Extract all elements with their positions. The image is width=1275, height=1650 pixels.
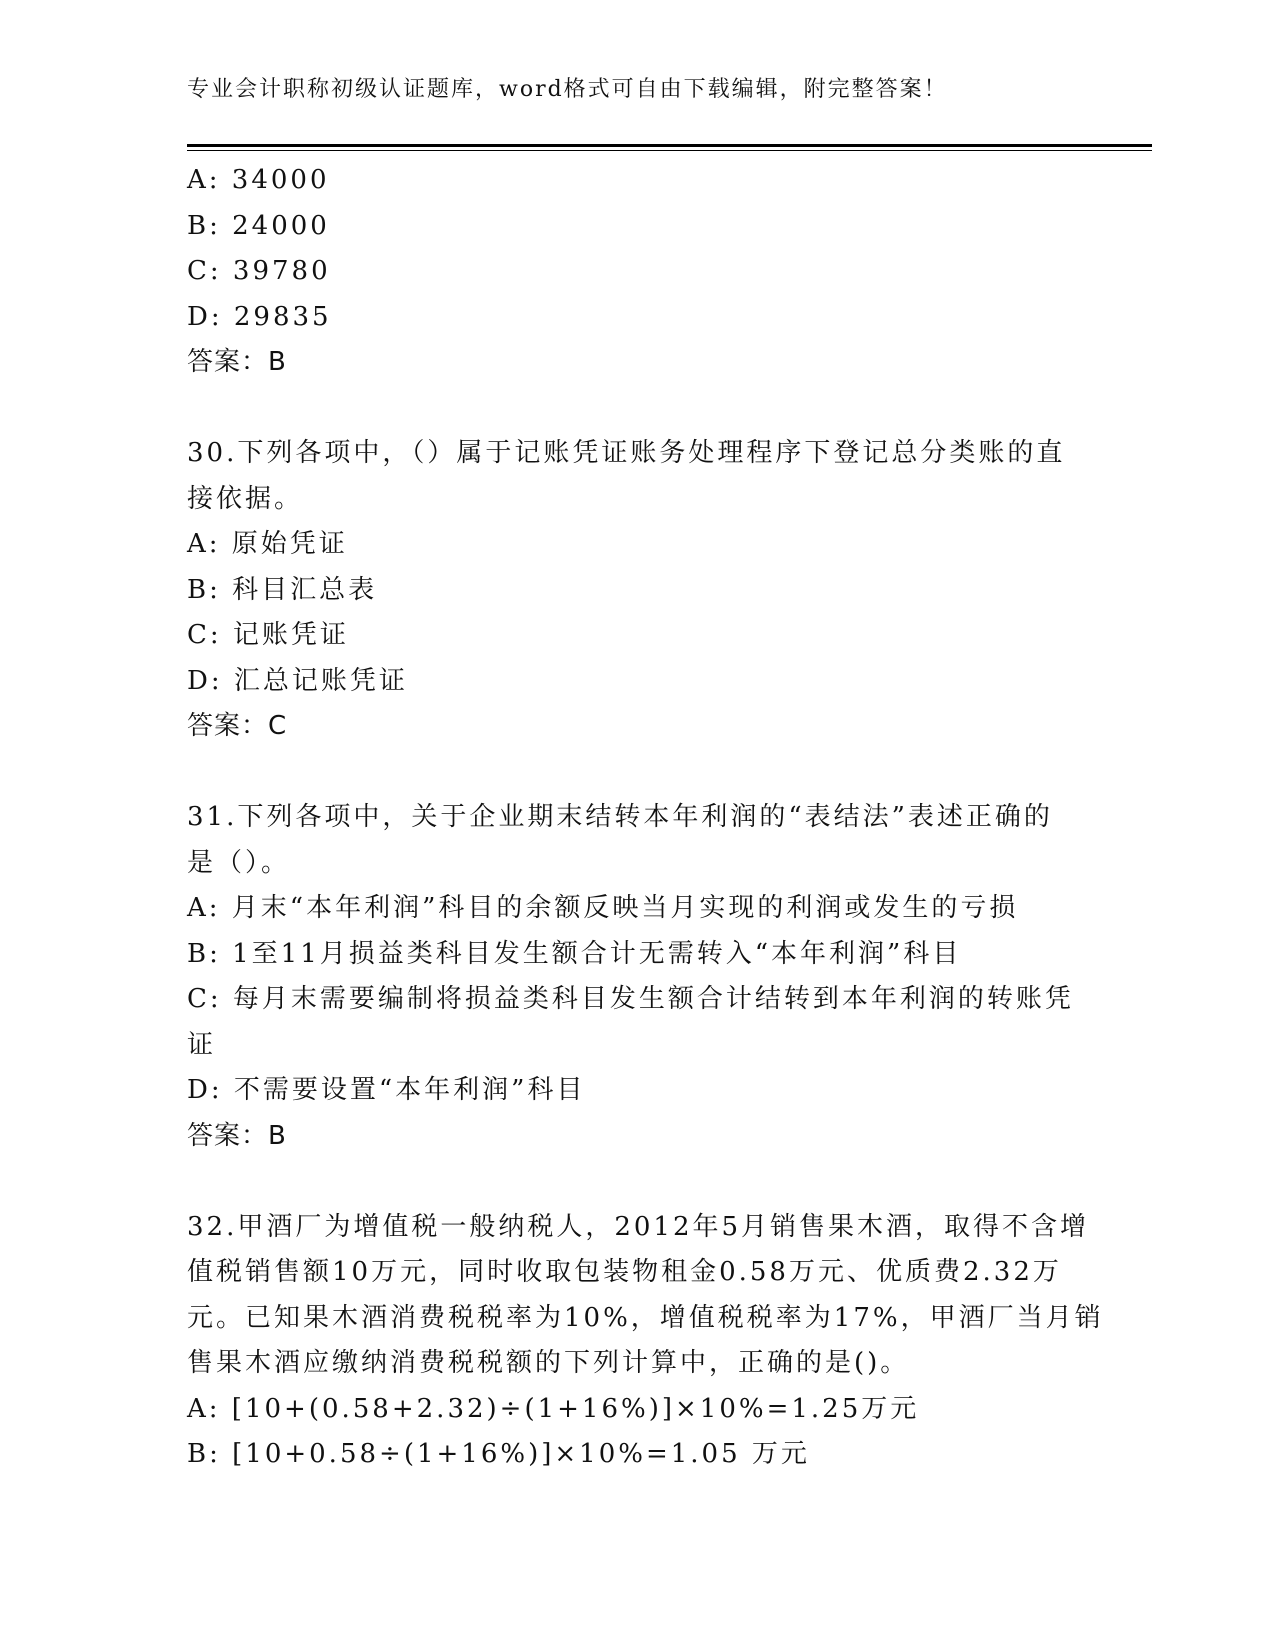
option-a: A: 月末“本年利润”科目的余额反映当月实现的利润或发生的亏损 [187, 893, 1019, 923]
option-d: D: 汇总记账凭证 [187, 665, 408, 696]
document-body [187, 158, 1104, 1478]
option-a: A: 原始凭证 [187, 529, 348, 559]
question-stem-cont: 售果木酒应缴纳消费税税额的下列计算中，正确的是()。 [187, 1348, 910, 1378]
page-header: 专业会计职称初级认证题库，word格式可自由下载编辑，附完整答案！ [187, 77, 948, 102]
option-d: D: 不需要设置“本年利润”科目 [187, 1075, 586, 1105]
option-b: B: 1至11月损益类科目发生额合计无需转入“本年利润”科目 [187, 938, 962, 969]
question-stem: 32.甲酒厂为增值税一般纳税人，2012年5月销售果木酒，取得不含增 [187, 1211, 1090, 1242]
question-stem-cont: 接依据。 [187, 483, 304, 514]
option-c-cont: 证 [187, 1029, 217, 1060]
question-stem-cont: 元。已知果木酒消费税税率为10%，增值税税率为17%，甲酒厂当月销 [187, 1302, 1104, 1333]
option-b: B: [10+0.58÷(1+16%)]×10%=1.05 万元 [187, 1439, 810, 1469]
option-c: C: 39780 [187, 256, 331, 286]
option-c: C: 每月末需要编制将损益类科目发生额合计结转到本年利润的转账凭 [187, 984, 1074, 1014]
header-rule-thin [187, 150, 1152, 151]
option-d: D: 29835 [187, 301, 332, 332]
option-a: A: [10+(0.58+2.32)÷(1+16%)]×10%=1.25万元 [187, 1393, 920, 1424]
option-b: B: 24000 [187, 210, 330, 241]
question-31 [187, 795, 1077, 1159]
answer-line: 答案：C [187, 711, 288, 741]
prev-question [187, 158, 1077, 386]
option-b: B: 科目汇总表 [187, 574, 378, 605]
answer-line: 答案：B [187, 347, 287, 377]
question-stem-cont: 是（）。 [187, 847, 291, 878]
question-32 [187, 1205, 1104, 1478]
option-c: C: 记账凭证 [187, 620, 349, 650]
question-stem: 31.下列各项中，关于企业期末结转本年利润的“表结法”表述正确的 [187, 802, 1053, 832]
question-30 [187, 431, 1077, 750]
answer-line: 答案：B [187, 1120, 287, 1151]
option-a: A: 34000 [187, 165, 330, 195]
question-stem: 30.下列各项中，（）属于记账凭证账务处理程序下登记总分类账的直 [187, 438, 1066, 468]
question-stem-cont: 值税销售额10万元，同时收取包装物租金0.58万元、优质费2.32万 [187, 1257, 1062, 1287]
header-rule-thick [187, 144, 1152, 147]
